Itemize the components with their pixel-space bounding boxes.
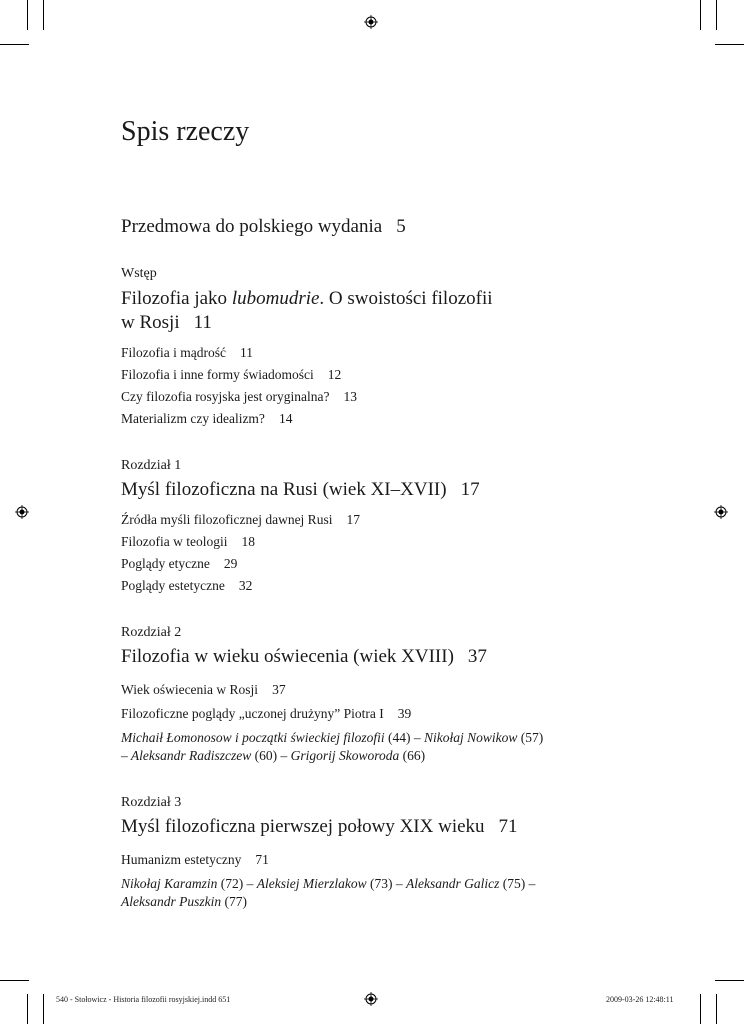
registration-mark-icon (714, 505, 728, 519)
page-number: 12 (327, 367, 342, 382)
page-ref: (44) – (384, 730, 424, 745)
entry-text: Filozoficzne poglądy „uczonej drużyny” Piotra I (121, 706, 384, 721)
toc-subentries (121, 748, 425, 764)
crop-mark (715, 44, 744, 45)
toc-item[interactable] (121, 706, 411, 722)
author-name: Nikołaj Nowikow (423, 730, 518, 745)
page-number: 13 (343, 389, 357, 404)
section-label: Wstęp (121, 266, 157, 281)
crop-mark (27, 994, 28, 1024)
toc-item[interactable] (121, 556, 237, 572)
page-number: 37 (272, 682, 286, 697)
toc-item[interactable] (121, 411, 292, 427)
toc-subentries (121, 894, 247, 910)
entry-text: Czy filozofia rosyjska jest oryginalna? (121, 389, 330, 404)
chapter-label: Rozdział 3 (121, 795, 182, 810)
slug-right: 2009-03-26 12:48:11 (606, 995, 674, 1004)
registration-mark-icon (364, 15, 378, 29)
entry-text: Poglądy etyczne (121, 556, 210, 571)
page-number: 11 (239, 345, 253, 360)
author-name: – Aleksandr Radiszczew (121, 748, 252, 763)
toc-item[interactable] (121, 852, 269, 868)
title-text: Myśl filozoficzna na Rusi (wiek XI–XVII) (121, 479, 447, 500)
page-number: 71 (255, 852, 269, 867)
title-text: w Rosji (121, 312, 180, 333)
entry-text: Filozofia i inne formy świadomości (121, 367, 314, 382)
page-number: 14 (278, 411, 293, 426)
toc-entry-preface[interactable] (121, 216, 406, 238)
toc-item[interactable] (121, 389, 357, 405)
crop-mark (0, 44, 29, 45)
page-number: 71 (498, 816, 518, 837)
page-ref: (60) – (251, 748, 291, 763)
entry-text: Przedmowa do polskiego wydania (121, 216, 383, 237)
crop-mark (716, 0, 717, 30)
page-ref: (75) – (499, 876, 536, 891)
page-ref: (72) – (217, 876, 257, 891)
crop-mark (0, 980, 29, 981)
crop-mark (43, 0, 44, 30)
page-ref: (66) (399, 748, 426, 763)
slug-left: 540 - Stołowicz - Historia filozofii rosyjskiej.indd 651 (56, 995, 231, 1004)
page-number: 18 (241, 534, 255, 549)
section-title-line2[interactable] (121, 312, 212, 334)
page-ref: (73) – (366, 876, 406, 891)
entry-text: Poglądy estetyczne (121, 578, 225, 593)
title-text: Myśl filozoficzna pierwszej połowy XIX wieku (121, 816, 485, 837)
page-number: 37 (467, 646, 487, 667)
title-text: . O swoistości filozofii (319, 288, 493, 309)
title-text: Filozofia w wieku oświecenia (wiek XVIII) (121, 646, 454, 667)
page-ref: (77) (221, 894, 247, 909)
registration-mark-icon (364, 992, 378, 1006)
author-name: Nikołaj Karamzin (121, 876, 218, 891)
title-emphasis: lubomudrie (231, 288, 320, 309)
crop-mark (27, 0, 28, 30)
page-number: 32 (238, 578, 253, 593)
author-name: Aleksiej Mierzlakow (256, 876, 367, 891)
toc-item[interactable] (121, 512, 360, 528)
author-name: Michaił Łomonosow i początki świeckiej filozofii (121, 730, 385, 745)
crop-mark (716, 994, 717, 1024)
title-text: Filozofia jako (121, 288, 232, 309)
entry-text: Filozofia w teologii (121, 534, 228, 549)
chapter-title[interactable] (121, 646, 487, 668)
entry-text: Wiek oświecenia w Rosji (121, 682, 259, 697)
chapter-label: Rozdział 1 (121, 458, 182, 473)
chapter-title[interactable] (121, 816, 518, 838)
author-name: Grigorij Skoworoda (290, 748, 400, 763)
toc-item[interactable] (121, 578, 252, 594)
entry-text: Źródła myśli filozoficznej dawnej Rusi (121, 512, 333, 527)
entry-text: Filozofia i mądrość (121, 345, 226, 360)
entry-text: Humanizm estetyczny (121, 852, 242, 867)
page-number: 17 (460, 479, 480, 500)
toc-item[interactable] (121, 345, 253, 361)
toc-subentries (121, 730, 543, 746)
toc-subentries (121, 876, 535, 892)
entry-text: Materializm czy idealizm? (121, 411, 265, 426)
page-number: 11 (193, 312, 212, 333)
page-number: 29 (223, 556, 238, 571)
chapter-title[interactable] (121, 479, 480, 501)
crop-mark (700, 0, 701, 30)
section-title[interactable] (121, 288, 493, 310)
registration-mark-icon (15, 505, 29, 519)
crop-mark (715, 980, 744, 981)
chapter-label: Rozdział 2 (121, 625, 182, 640)
page-ref: (57) (517, 730, 544, 745)
toc-item[interactable] (121, 682, 286, 698)
author-name: Aleksandr Puszkin (121, 894, 222, 909)
page-title: Spis rzeczy (121, 116, 250, 147)
author-name: Aleksandr Galicz (406, 876, 500, 891)
crop-mark (43, 994, 44, 1024)
toc-item[interactable] (121, 534, 255, 550)
page-number: 5 (396, 216, 406, 237)
page-number: 39 (397, 706, 412, 721)
page-number: 17 (346, 512, 360, 527)
toc-item[interactable] (121, 367, 341, 383)
crop-mark (700, 994, 701, 1024)
